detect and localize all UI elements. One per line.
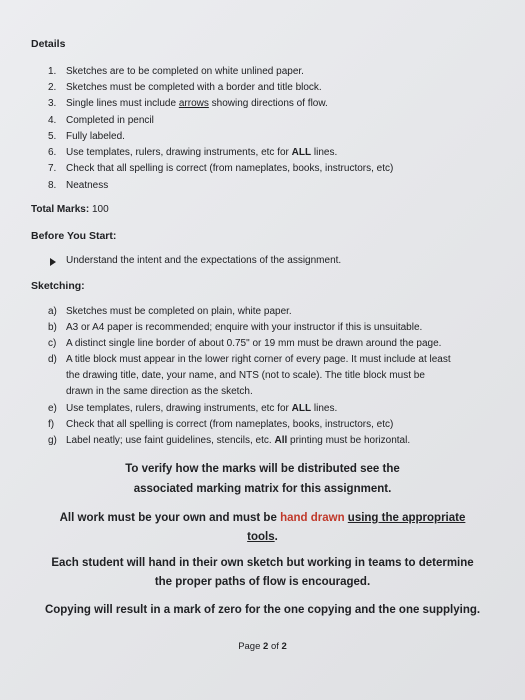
page-number: Page 2 of 2 (238, 641, 287, 652)
verify-line-1: To verify how the marks will be distributed see the (125, 463, 400, 475)
details-heading: Details (31, 38, 66, 50)
copying-warning: Copying will result in a mark of zero for the one copying and the one supplying. (44, 604, 481, 616)
total-marks: Total Marks: 100 (31, 204, 109, 215)
arrow-bullet-icon (50, 258, 56, 266)
before-item: Understand the intent and the expectations of the assignment. (66, 255, 342, 266)
before-heading: Before You Start: (31, 230, 117, 242)
document-page: Details 1. Sketches are to be completed on white unlined paper. 2. Sketches must be completed with a border and title block. 3. Single lines must include arrows showing directions of flow. 4. Completed in pencil 5. Fully labeled. 6. Use templates, rulers, drawing instruments, etc for ALL lines. 7. Check that all spelling is correct (from nameplates, books, instructors, etc) 8. Neatness Total Marks: 100 Before You Start: Understand the intent and the expectations of the assignment. Sketching: a) Sketches must be completed on plain, white paper. b) A3 or A4 paper is recommended; enquire with your instructor if this is unsuitable. c) A distinct single line border of about 0.75" or 19 mm must be drawn around the page. d) A title block must appear in the lower right corner of every page. It must include at least the drawing title, date, your name, and NTS (not to scale). The title block must be drawn in the same direction as the sketch. e) Use templates, rulers, drawing instruments, etc for ALL lines. f) Check that all spelling is correct (from nameplates, books, instructors, etc) g) Label neatly; use faint guidelines, stencils, etc. All printing must be horizontal. To verify how the marks will be distributed see the associated marking matrix for this assignment. All work must be your own and must be hand drawn using the appropriate tools. Each student will hand in their own sketch but working in teams to determine the proper paths of flow is encouraged. Copying will result in a mark of zero for the one copying and the one supplying. Page 2 of 2 (0, 0, 525, 700)
own-work-line: All work must be your own and must be hand drawn using the appropriate (59, 512, 466, 524)
sketching-heading: Sketching: (31, 280, 85, 292)
hand-in-line-2: the proper paths of flow is encouraged. (154, 576, 371, 588)
verify-line-2: associated marking matrix for this assignment. (133, 483, 392, 495)
own-work-line-2: tools. (247, 531, 278, 543)
hand-in-line-1: Each student will hand in their own sketch but working in teams to determine (51, 557, 474, 569)
